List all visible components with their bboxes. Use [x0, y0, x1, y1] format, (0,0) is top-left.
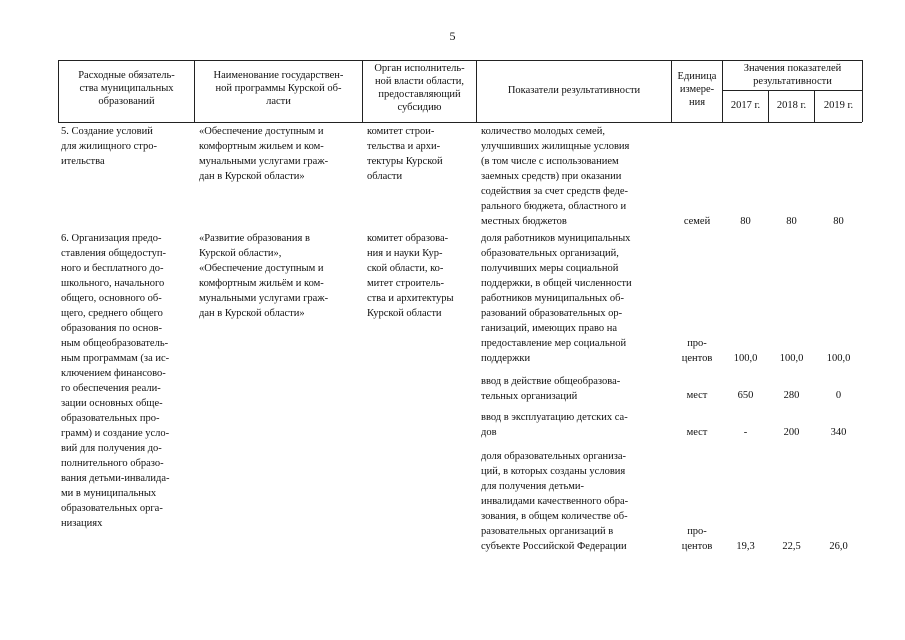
row5-unit: семей	[683, 216, 711, 227]
row6-indicator-1: доля работников муниципальных образовательных организаций, получивших меры социальной поддержки, в общей численности работников муниципальных об- разований образовательных ор- ганизаций, имеющих право на предоставление мер социальной поддержки	[481, 233, 632, 364]
row6-indicator-3-value-2019: 340	[830, 427, 847, 438]
row6-indicator-3-value-2017: -	[743, 427, 748, 438]
row5-obligation: 5. Создание условий для жилищного стро- ительства	[61, 126, 158, 167]
row5-value-2018: 80	[786, 216, 797, 227]
header-year-2017: 2017 г.	[730, 100, 761, 111]
col-border	[862, 60, 863, 122]
row6-indicator-1-value-2018: 100,0	[779, 353, 804, 364]
row6-indicator-1-unit: про- центов	[681, 338, 713, 364]
row6-authority: комитет образова- ния и науки Кур- ской области, ко- митет строитель- ства и архитектуры Курской области	[367, 233, 454, 319]
row5-value-2019: 80	[833, 216, 844, 227]
row6-indicator-2-unit: мест	[686, 390, 708, 401]
page-number: 5	[449, 29, 456, 43]
row5-value-2017: 80	[740, 216, 751, 227]
header-program: Наименование государствен- ной программы Курской об- ласти	[213, 70, 344, 107]
header-indicators: Показатели результативности	[507, 85, 641, 96]
row5-program: «Обеспечение доступным и комфортным жильем и ком- мунальными услугами граж- дан в Курской области»	[199, 126, 329, 182]
row6-indicator-2: ввод в действие общеобразова- тельных организаций	[481, 376, 621, 402]
header-year-2018: 2018 г.	[776, 100, 807, 111]
header-unit: Единица измере- ния	[677, 71, 717, 108]
header-top-border	[58, 60, 862, 61]
row6-indicator-4-value-2017: 19,3	[736, 541, 755, 552]
years-divider	[722, 90, 862, 91]
row6-indicator-4-value-2019: 26,0	[829, 541, 848, 552]
row6-program: «Развитие образования в Курской области», «Обеспечение доступным и комфортным жильём и ком- мунальными услугами граж- дан в Курской области»	[199, 233, 329, 319]
row5-authority: комитет строи- тельства и архи- тектуры Курской области	[367, 126, 443, 182]
row6-indicator-3-unit: мест	[686, 427, 708, 438]
row6-obligation: 6. Организация предо- ставления общедоступ- ного и бесплатного до- школьного, начального общего, основного об- щего, среднего общего образования по основ- ным общеобразователь- ным программам (за ис- ключением финансово- го обеспечения реали- зации основных обще- образовательных про- грамм) и создание усло- вий для получения до- полнительного образо- вания детьми-инвалида- ми в муниципальных образовательных орга- низациях	[61, 233, 170, 529]
row6-indicator-2-value-2019: 0	[835, 390, 842, 401]
header-year-2019: 2019 г.	[823, 100, 854, 111]
row6-indicator-1-value-2017: 100,0	[733, 353, 758, 364]
row6-indicator-4: доля образовательных организа- ций, в которых созданы условия для получения детьми- инвалидами качественного обра- зования, в общем количестве об- разовательных организаций в субъекте Российской Федерации	[481, 451, 629, 552]
row6-indicator-4-value-2018: 22,5	[782, 541, 801, 552]
header-authority: Орган исполнитель- ной власти области, предоставляющий субсидию	[374, 63, 465, 113]
header-bottom-border	[58, 122, 862, 123]
row6-indicator-2-value-2018: 280	[783, 390, 800, 401]
row6-indicator-3: ввод в эксплуатацию детских са- дов	[481, 412, 628, 438]
row6-indicator-3-value-2018: 200	[783, 427, 800, 438]
row6-indicator-4-unit: про- центов	[681, 526, 713, 552]
row6-indicator-2-value-2017: 650	[737, 390, 754, 401]
header-values: Значения показателей результативности	[743, 63, 842, 87]
row5-indicator: количество молодых семей, улучшивших жилищные условия (в том числе с использованием заемных средств) при оказании содействия за счет средств феде- рального бюджета, областного и местных бюджетов	[481, 126, 630, 227]
header-obligations: Расходные обязатель- ства муниципальных образований	[78, 70, 175, 107]
row6-indicator-1-value-2019: 100,0	[826, 353, 851, 364]
